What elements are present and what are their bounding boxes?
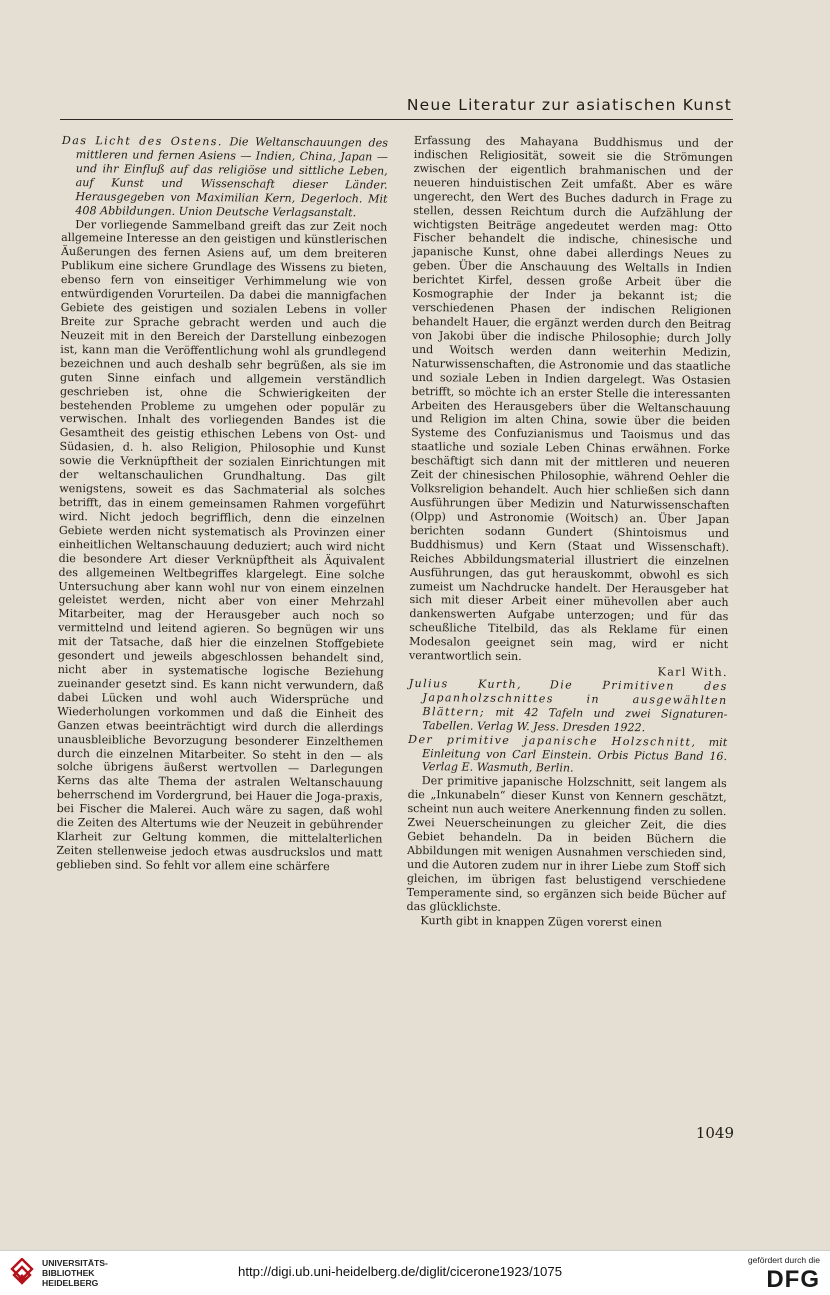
review1-body: Der vorliegende Sammelband greift das zur Zeit noch allgemeine Interesse an den geistigen und künstlerischen Äußerungen des fernen Asiens auf, um dem breiteren Publikum eine sichere Grundlage des Wissens zu bieten, ebenso fern von einseitiger Verhimmelung wie von entwürdigenden Vorurteilen. Da dabei die mannigfachen Gebiete des geistigen und sozialen Lebens in voller Breite zur Sprache gebracht werden und auch die Neuzeit mit in den Bereich der Darstellung einbezogen ist, kann man die Veröffentlichung wohl als grundlegend bezeichnen und auch deshalb sehr begrüßen, als sie im guten Sinne einfach und allgemein verständlich geschrieben ist, ohne die Schwierigkeiten der bestehenden Probleme zu umgehen oder populär zu verwischen. Inhalt des vorliegenden Bandes ist die Gesamtheit des geistig ethischen Lebens von Ost- und Südasien, d. h. also Religion, Philosophie und Kunst sowie die Verknüpftheit der sozialen Einrichtungen mit der weltanschaulichen Grundhaltung. Das gilt wenigstens, soweit es das Sachmaterial als solches betrifft, das in einem gemeinsamen Rahmen vorgeführt wird. Nicht jedoch begrifflich, denn die einzelnen Gebiete werden nicht systematisch als Provinzen einer einheitlichen Weltanschauung deduziert; auch wird nicht die besondere Art dieser Verknüpftheit als Äquivalent des allgemeinen Weltbegriffes klargelegt. Eine solche Untersuchung aber kann wohl nur von einem einzelnen geleistet werden, nicht aber von einer Mehrzahl Mitarbeiter, mag der Herausgeber auch noch so vermittelnd und leitend agieren. So begnügen wir uns mit der Tatsache, daß hier die einzelnen Stoffgebiete gesondert und jeweils abgeschlossen behandelt sind, nicht aber in systematische logische Beziehung zueinander gesetzt sind. Es kann nicht verwundern, daß dabei Lücken und wohl auch Widersprüche und Wiederholungen vorkommen und daß die Einheit des Ganzen etwas beeinträchtigt wird durch die allerdings unausbleibliche Bevorzugung besonderer Einzelthemen durch die einzelnen Mitarbeiter. So steht in den — als solche übrigens äußerst wertvollen — Darlegungen Kerns das alte Thema der astralen Weltanschauung beherrschend im Vordergrund, bei Hauer die Joga-praxis, bei Fischer die Malerei. Auch wäre zu sagen, daß wohl die Zeiten des Altertums wie der Neuzeit in gebührender Klarheit zur Geltung kommen, die mittelalterlichen Zeiten stellenweise jedoch etwas ausdruckslos und matt geblieben sind. So fehlt vor allem eine schärfere bbox=[56, 217, 388, 874]
funded-by-label: gefördert durch die bbox=[747, 1255, 820, 1265]
left-column bbox=[56, 134, 388, 874]
review3-title: Der primitive japanische Holzschnitt, bbox=[408, 732, 697, 749]
library-name[interactable]: UNIVERSITÄTS- BIBLIOTHEK HEIDELBERG bbox=[42, 1258, 108, 1288]
review1-continuation: Erfassung des Mahayana Buddhismus und der indischen Religiosität, soweit sie die Strömungen zwischen der eigentlich brahmanischen und der neueren hinduistischen Zeit umfaßt. Aber es wäre ungerecht, den Wert des Buches dadurch in Frage zu stellen, dessen Reichtum durch die Aufzählung der wichtigsten Beiträge angedeutet werden mag: Otto Fischer behandelt die indische, chinesische und japanische Kunst, ohne dabei allerdings Neues zu geben. Über die Anschauung des Weltalls in Indien berichtet Kirfel, dessen große Arbeit über die Kosmographie der Inder ja bekannt ist; die verschiedenen Phasen der indischen Religionen behandelt Hauer, die ergänzt werden durch den Beitrag von Jakobi über die indische Philosophie; durch Jolly und Woitsch werden dann weiterhin Medizin, Naturwissenschaften, die Astronomie und das staatliche und soziale Leben in Indien dargelegt. Was Ostasien betrifft, so möchte ich an erster Stelle die interessanten Arbeiten des Herausgebers über die Weltanschauung und Religion im alten China, sowie über die beiden Systeme des Confuzianismus und Taoismus und das staatliche und soziale Leben Chinas erwähnen. Forke beschäftigt sich dann mit der mittleren und neueren Zeit der chinesischen Philosophie, während Oehler die Volksreligion behandelt. Auch hier schließen sich dann Ausführungen über Medizin und Naturwissenschaften (Olpp) und Astronomie (Woitsch) an. Über Japan berichten sodann Gundert (Shintoismus und Buddhismus) und Kern (Staat und Wissenschaft). Reiches Abbildungsmaterial illustriert die einzelnen Ausführungen, das gut herauskommt, obwohl es sich zumeist um Nachdrucke handelt. Der Herausgeber hat sich mit dieser Arbeit einer mühevollen aber auch dankenswerten Aufgabe unterzogen; und für das scheußliche Titelbild, das als Reklame für einen Modesalon geeignet sein mag, wird er nicht verantwortlich sein. bbox=[408, 134, 733, 664]
page-number: 1049 bbox=[695, 1124, 734, 1142]
review2-bib-details: mit 42 Tafeln und zwei Signaturen-Tabellen. Verlag W. Jess. Dresden 1922. bbox=[422, 705, 728, 734]
right-column bbox=[406, 134, 733, 931]
viewer-footer bbox=[0, 1250, 830, 1295]
review2-body-paragraph-2: Kurth gibt in knappen Zügen vorerst einen bbox=[420, 913, 662, 930]
review1-title: Das Licht des Ostens. bbox=[61, 134, 223, 149]
review2-body-paragraph: Der primitive japanische Holzschnitt, seit langem als die „Inkunabeln“ dieser Kunst von Kennern geschätzt, scheint nun auch weitere Anerkennung finden zu sollen. Zwei Neuerscheinungen zu gleicher Zeit, die dies Gebiet behandeln. Da in beiden Büchern die Abbildungen mit wenigen Ausnahmen verschieden sind, und die Autoren zudem nur in ihrer Liebe zum Stoff sich gleichen, im übrigen fast belustigend verschiedene Temperamente sind, so ergänzen sich beide Bücher auf das glücklichste. bbox=[406, 774, 727, 914]
review2-title: Die Primitiven des Japanholzschnittes in ausgewählten Blättern; bbox=[422, 678, 728, 719]
review1-signature: Karl With. bbox=[657, 665, 728, 680]
review2-bibliography bbox=[408, 677, 728, 736]
review3-bibliography bbox=[408, 733, 727, 778]
review3-bib-details: mit Einleitung von Carl Einstein. Orbis Pictus Band 16. Verlag E. Wasmuth, Berlin. bbox=[421, 735, 728, 776]
university-library-logo-icon[interactable] bbox=[10, 1258, 34, 1288]
header-rule bbox=[60, 119, 733, 120]
review2-author: Julius Kurth, bbox=[408, 676, 523, 692]
dfg-logo[interactable]: DFG bbox=[766, 1266, 820, 1293]
review1-bibliography bbox=[61, 134, 388, 220]
review1-bib-details: Die Weltanschauungen des mittleren und fernen Asiens — Indien, China, Japan — und ihr Einfluß auf das religiöse und sittliche Leben, auf Kunst und Wissenschaft dieser Länder. Herausgegeben von Maximilian Kern, Degerloch. Mit 408 Abbildungen. Union Deutsche Verlagsanstalt. bbox=[75, 135, 388, 219]
running-title: Neue Literatur zur asiatischen Kunst bbox=[406, 96, 732, 114]
permalink-url[interactable]: http://digi.ub.uni-heidelberg.de/diglit/cicerone1923/1075 bbox=[238, 1264, 563, 1279]
